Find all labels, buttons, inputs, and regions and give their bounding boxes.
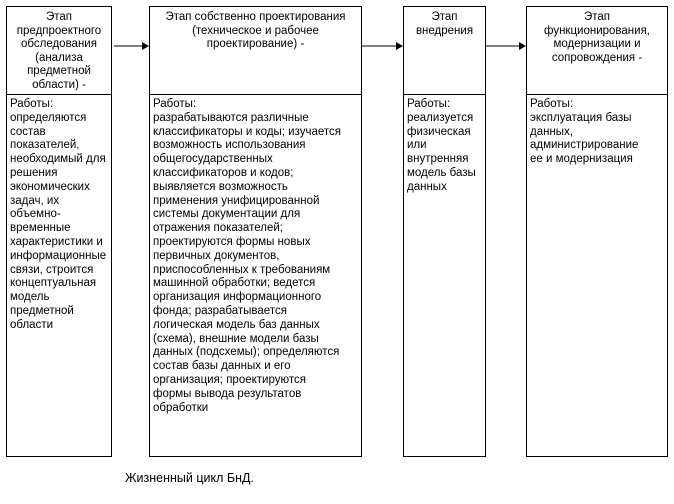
stage-4-works: Работы: эксплуатация базы данных, администрирование ее и модернизация bbox=[530, 98, 639, 166]
stage-3-works-box bbox=[403, 94, 486, 457]
stage-3-title: Этап внедрения bbox=[415, 11, 474, 37]
arrow-stage-2-to-3 bbox=[362, 40, 404, 52]
stage-4-header-box bbox=[526, 6, 668, 95]
stage-4-title: Этап функционирования, модернизации и сопровождения - bbox=[543, 11, 650, 64]
stage-2-title: Этап собственно проектирования (техническое и рабочее проектирование) - bbox=[165, 11, 346, 50]
stage-1-works-box bbox=[6, 94, 112, 457]
stage-1-title: Этап предпроектного обследования (анализа предметной области) - bbox=[16, 11, 102, 91]
stage-1-works: Работы: определяются состав показателей, необходимый для решения экономических задач, их объемно- временные характеристики и информационные связи, строится концептуальная модель предметной области bbox=[10, 98, 107, 331]
diagram-caption: Жизненный цикл БнД. bbox=[125, 471, 254, 485]
stage-2-works-box bbox=[149, 94, 362, 457]
stage-3-works: Работы: реализуется физическая или внутренняя модель базы данных bbox=[407, 98, 476, 193]
stage-2-header-box bbox=[149, 6, 362, 95]
stage-4-works-box bbox=[526, 94, 668, 457]
arrow-stage-1-to-2 bbox=[112, 40, 150, 52]
stage-1-header-box bbox=[6, 6, 112, 95]
arrow-stage-3-to-4 bbox=[486, 40, 527, 52]
stage-2-works: Работы: разрабатываются различные классификаторы и коды; изучается возможность использования общегосударственных классификаторов и кодов; выявляется возможность применения унифицированной системы документации для отражения показателей; проектируются формы новых первичных документов, приспособленных к требованиям машинной обработки; ведется организация информационного фонда; разрабатывается логическая модель баз данных (схема), внешние модели базы данных (подсхемы); определяются состав базы данных и его организация; проектируются формы вывода результатов обработки bbox=[153, 98, 342, 414]
stage-3-header-box bbox=[403, 6, 486, 95]
